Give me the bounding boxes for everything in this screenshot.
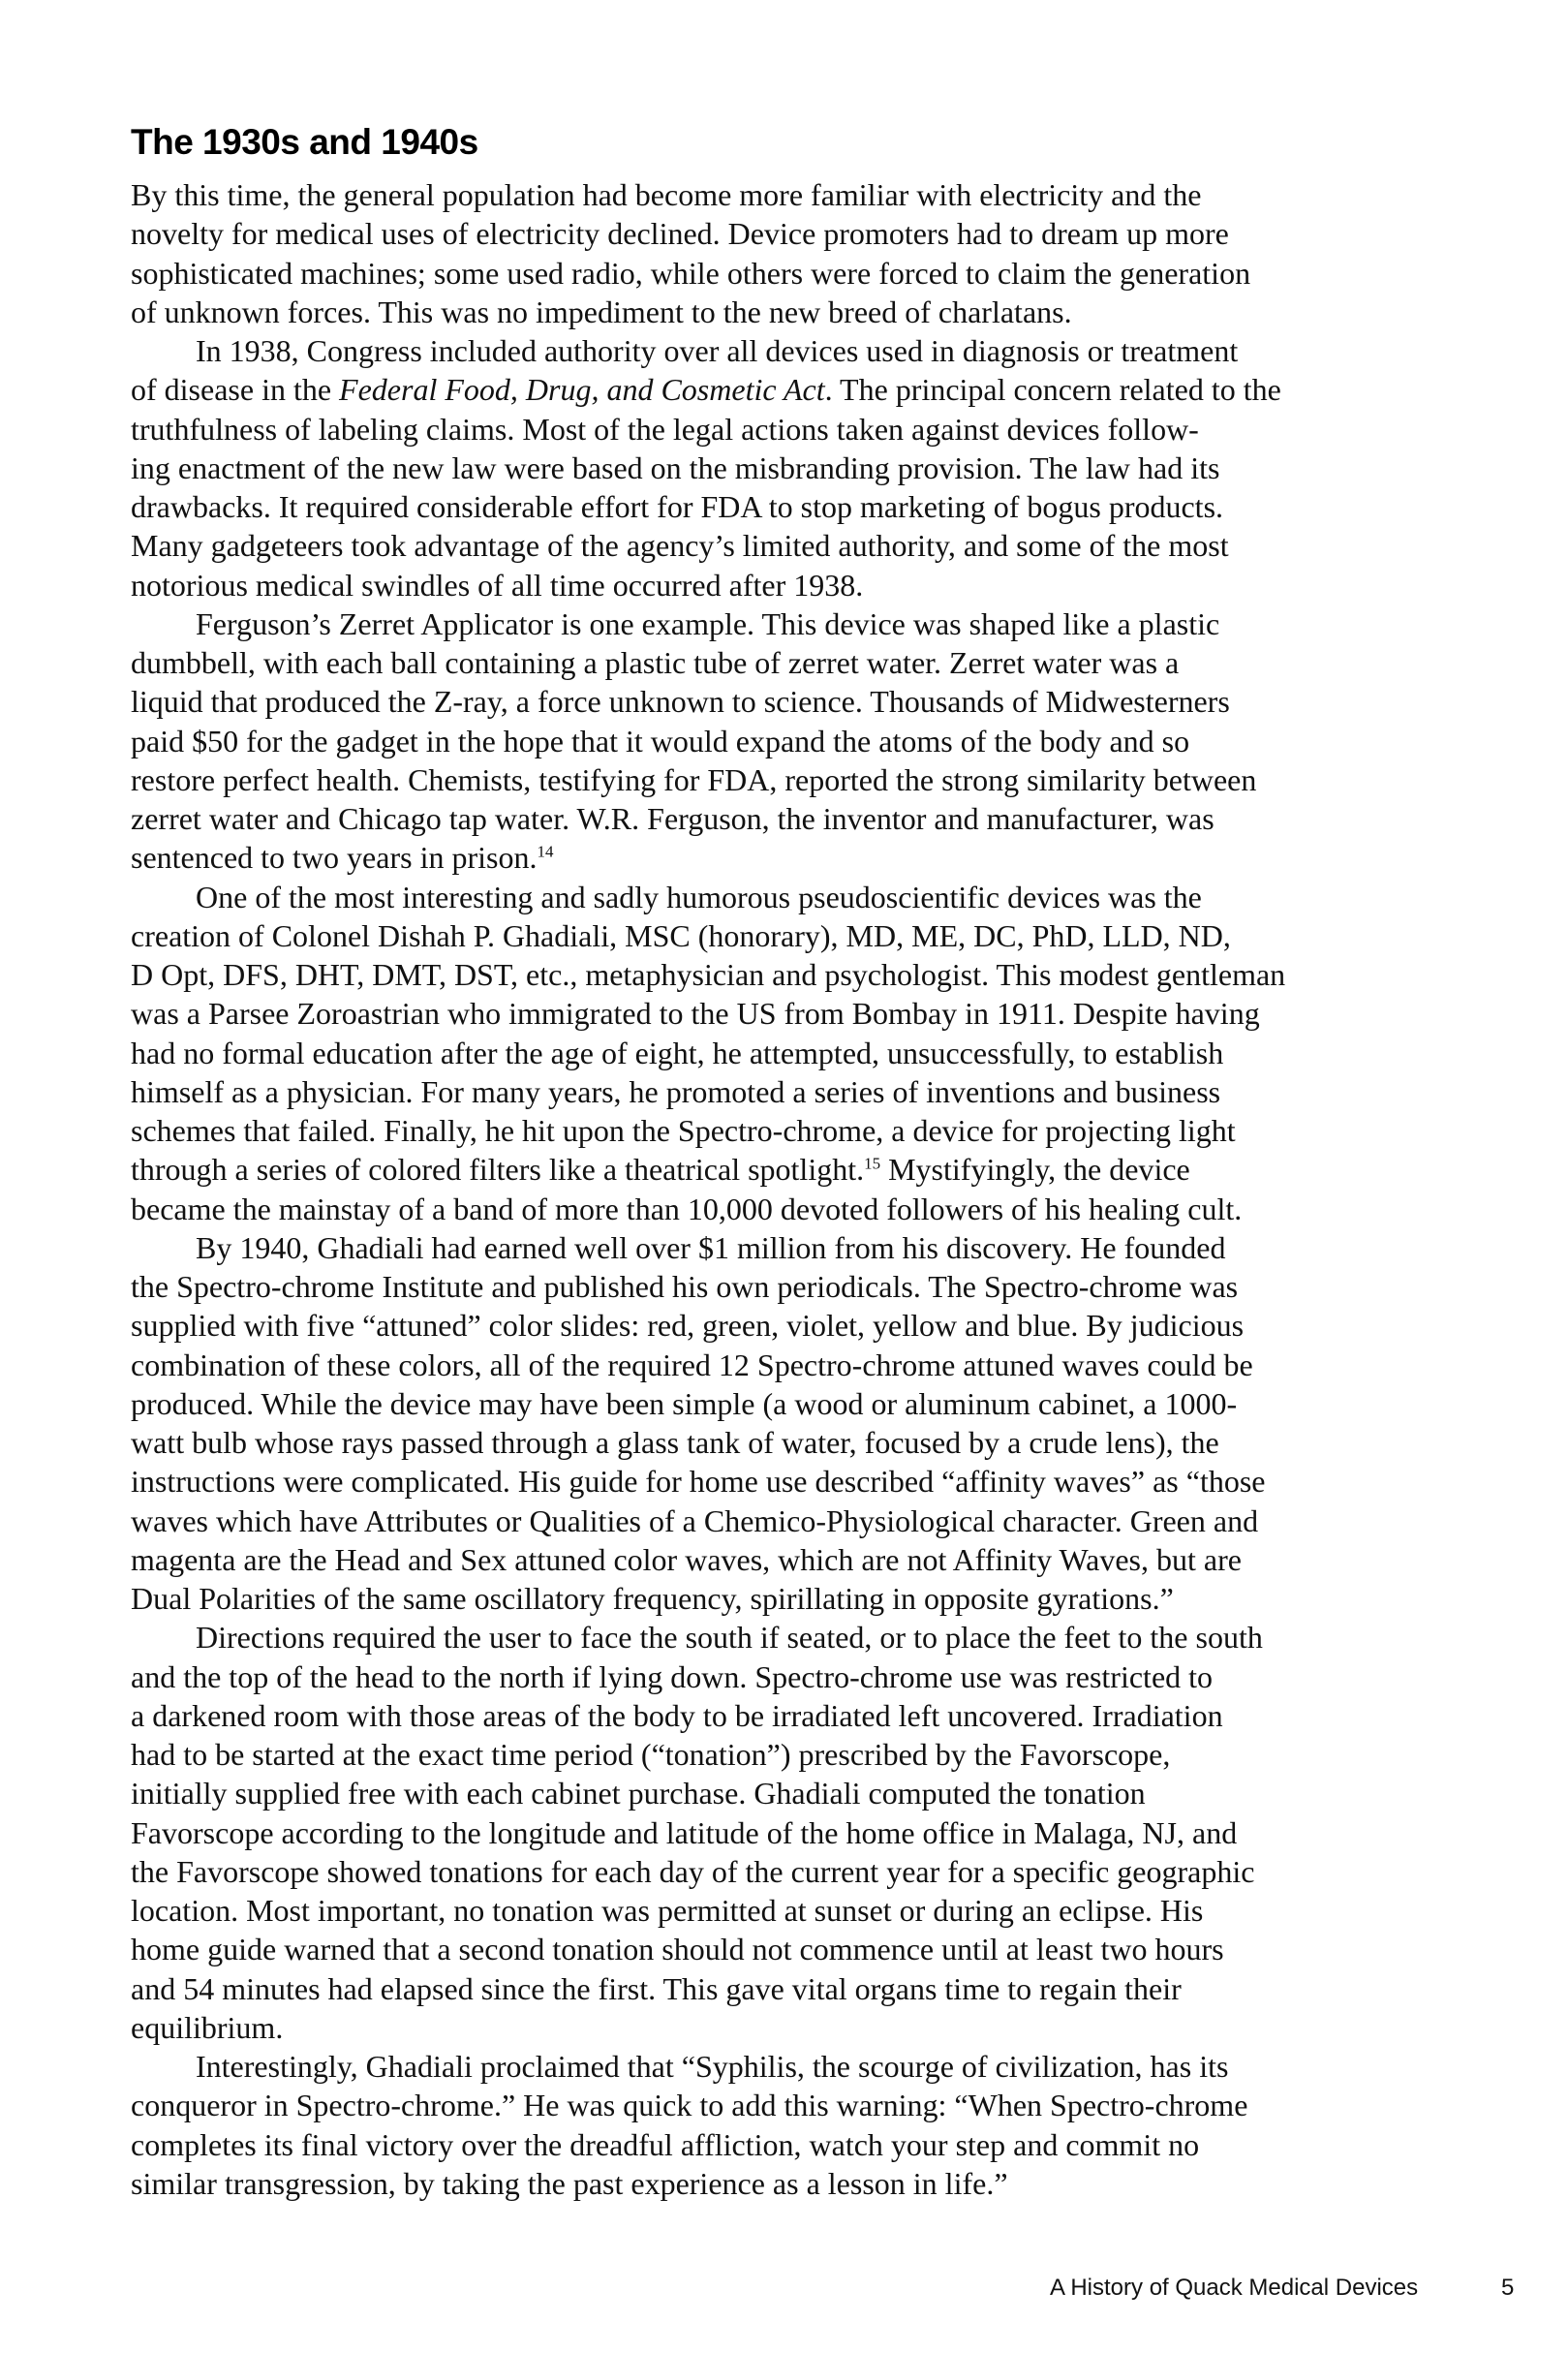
text-line: himself as a physician. For many years, he promoted a series of inventions and business bbox=[131, 1073, 1221, 1109]
text-line: By 1940, Ghadiali had earned well over $1 million from his discovery. He founded bbox=[196, 1229, 1226, 1265]
paragraph bbox=[131, 1618, 1448, 2047]
text-line: combination of these colors, all of the required 12 Spectro-chrome attuned waves could be bbox=[131, 1347, 1253, 1382]
paragraph bbox=[131, 878, 1448, 1228]
text-line: creation of Colonel Dishah P. Ghadiali, MSC (honorary), MD, ME, DC, PhD, LLD, ND, bbox=[131, 917, 1231, 953]
text-line: schemes that failed. Finally, he hit upon the Spectro-chrome, a device for projecting light bbox=[131, 1113, 1236, 1148]
text-line: through a series of colored filters like a theatrical spotlight.$^{15}$ Mystifyingly, the device bbox=[131, 1152, 1190, 1188]
text-line: conqueror in Spectro-chrome.” He was quick to add this warning: “When Spectro-chrome bbox=[131, 2088, 1248, 2123]
footnote-reference: 15 bbox=[864, 1154, 881, 1173]
text-line: became the mainstay of a band of more than 10,000 devoted followers of his healing cult. bbox=[131, 1191, 1243, 1226]
text-line: the Favorscope showed tonations for each day of the current year for a specific geographic bbox=[131, 1853, 1255, 1889]
text-line: sophisticated machines; some used radio, while others were forced to claim the generation bbox=[131, 255, 1251, 291]
text-line: ing enactment of the new law were based on the misbranding provision. The law had its bbox=[131, 449, 1220, 485]
text-line: Favorscope according to the longitude and latitude of the home office in Malaga, NJ, and bbox=[131, 1814, 1238, 1850]
paragraph bbox=[131, 2047, 1448, 2203]
text-line: equilibrium. bbox=[131, 2009, 284, 2045]
text-line: Dual Polarities of the same oscillatory frequency, spirillating in opposite gyrations.” bbox=[131, 1581, 1174, 1616]
text-line: waves which have Attributes or Qualities of a Chemico-Physiological character. Green and bbox=[131, 1502, 1259, 1538]
text-line: similar transgression, by taking the past experience as a lesson in life.” bbox=[131, 2165, 1008, 2201]
text-line: dumbbell, with each ball containing a plastic tube of zerret water. Zerret water was a bbox=[131, 645, 1180, 680]
text-line: had to be started at the exact time period (“tonation”) prescribed by the Favorscope, bbox=[131, 1737, 1171, 1772]
text-line: had no formal education after the age of eight, he attempted, unsuccessfully, to establish bbox=[131, 1035, 1224, 1070]
paragraph bbox=[131, 604, 1448, 878]
text-line: liquid that produced the Z-ray, a force unknown to science. Thousands of Midwesterners bbox=[131, 684, 1230, 720]
page-number: 5 bbox=[1501, 2275, 1515, 2301]
section-heading: The 1930s and 1940s bbox=[131, 122, 478, 162]
text-line: produced. While the device may have been simple (a wood or aluminum cabinet, a 1000- bbox=[131, 1385, 1238, 1421]
text-line: supplied with five “attuned” color slides: red, green, violet, yellow and blue. By judicious bbox=[131, 1308, 1245, 1344]
text-line: completes its final victory over the dreadful affliction, watch your step and commit no bbox=[131, 2126, 1200, 2162]
text-line: magenta are the Head and Sex attuned color waves, which are not Affinity Waves, but are bbox=[131, 1541, 1242, 1577]
text-line: a darkened room with those areas of the body to be irradiated left uncovered. Irradiation bbox=[131, 1697, 1223, 1733]
text-line: truthfulness of labeling claims. Most of the legal actions taken against devices follow- bbox=[131, 411, 1199, 447]
paragraph bbox=[131, 175, 1448, 331]
text-line: of unknown forces. This was no impediment to the new breed of charlatans. bbox=[131, 294, 1072, 329]
text-line: Many gadgeteers took advantage of the agency’s limited authority, and some of the most bbox=[131, 528, 1229, 564]
text-line: initially supplied free with each cabinet purchase. Ghadiali computed the tonation bbox=[131, 1776, 1146, 1811]
footer-publication-title: A History of Quack Medical Devices bbox=[1050, 2275, 1419, 2301]
text-line: D Opt, DFS, DHT, DMT, DST, etc., metaphysician and psychologist. This modest gentleman bbox=[131, 957, 1286, 992]
text-line: and 54 minutes had elapsed since the first. This gave vital organs time to regain their bbox=[131, 1970, 1182, 2006]
text-line: notorious medical swindles of all time occurred after 1938. bbox=[131, 567, 864, 603]
text-line: Ferguson’s Zerret Applicator is one example. This device was shaped like a plastic bbox=[196, 605, 1220, 641]
text-line: novelty for medical uses of electricity declined. Device promoters had to dream up more bbox=[131, 216, 1229, 252]
paragraph bbox=[131, 1228, 1448, 1619]
text-line: sentenced to two years in prison.$^{14}$ bbox=[131, 840, 554, 876]
text-line: and the top of the head to the north if lying down. Spectro-chrome use was restricted to bbox=[131, 1658, 1214, 1694]
text-line: paid $50 for the gadget in the hope that it would expand the atoms of the body and so bbox=[131, 723, 1190, 759]
text-line: Directions required the user to face the south if seated, or to place the feet to the south bbox=[196, 1620, 1263, 1656]
text-line: watt bulb whose rays passed through a glass tank of water, focused by a crude lens), the bbox=[131, 1425, 1219, 1460]
italic-title: Federal Food, Drug, and Cosmetic Act bbox=[339, 372, 825, 408]
text-line: the Spectro-chrome Institute and published his own periodicals. The Spectro-chrome was bbox=[131, 1269, 1239, 1304]
text-line: One of the most interesting and sadly humorous pseudoscientific devices was the bbox=[196, 879, 1202, 914]
text-line: was a Parsee Zoroastrian who immigrated to the US from Bombay in 1911. Despite having bbox=[131, 996, 1260, 1032]
article-body bbox=[131, 175, 1448, 2203]
text-line: In 1938, Congress included authority over all devices used in diagnosis or treatment bbox=[196, 333, 1239, 368]
footnote-reference: 14 bbox=[537, 842, 554, 861]
text-line: zerret water and Chicago tap water. W.R. Ferguson, the inventor and manufacturer, was bbox=[131, 801, 1214, 836]
paragraph bbox=[131, 331, 1448, 604]
text-line: drawbacks. It required considerable effort for FDA to stop marketing of bogus products. bbox=[131, 489, 1224, 524]
text-line: Interestingly, Ghadiali proclaimed that “Syphilis, the scourge of civilization, has its bbox=[196, 2049, 1229, 2084]
text-line: of disease in the Federal Food, Drug, and Cosmetic Act. The principal concern related to the bbox=[131, 372, 1281, 408]
text-line: location. Most important, no tonation was permitted at sunset or during an eclipse. His bbox=[131, 1893, 1204, 1928]
text-line: instructions were complicated. His guide for home use described “affinity waves” as “those bbox=[131, 1464, 1266, 1500]
text-line: home guide warned that a second tonation should not commence until at least two hours bbox=[131, 1932, 1224, 1967]
text-line: restore perfect health. Chemists, testifying for FDA, reported the strong similarity between bbox=[131, 761, 1257, 797]
text-line: By this time, the general population had become more familiar with electricity and the bbox=[131, 177, 1202, 212]
